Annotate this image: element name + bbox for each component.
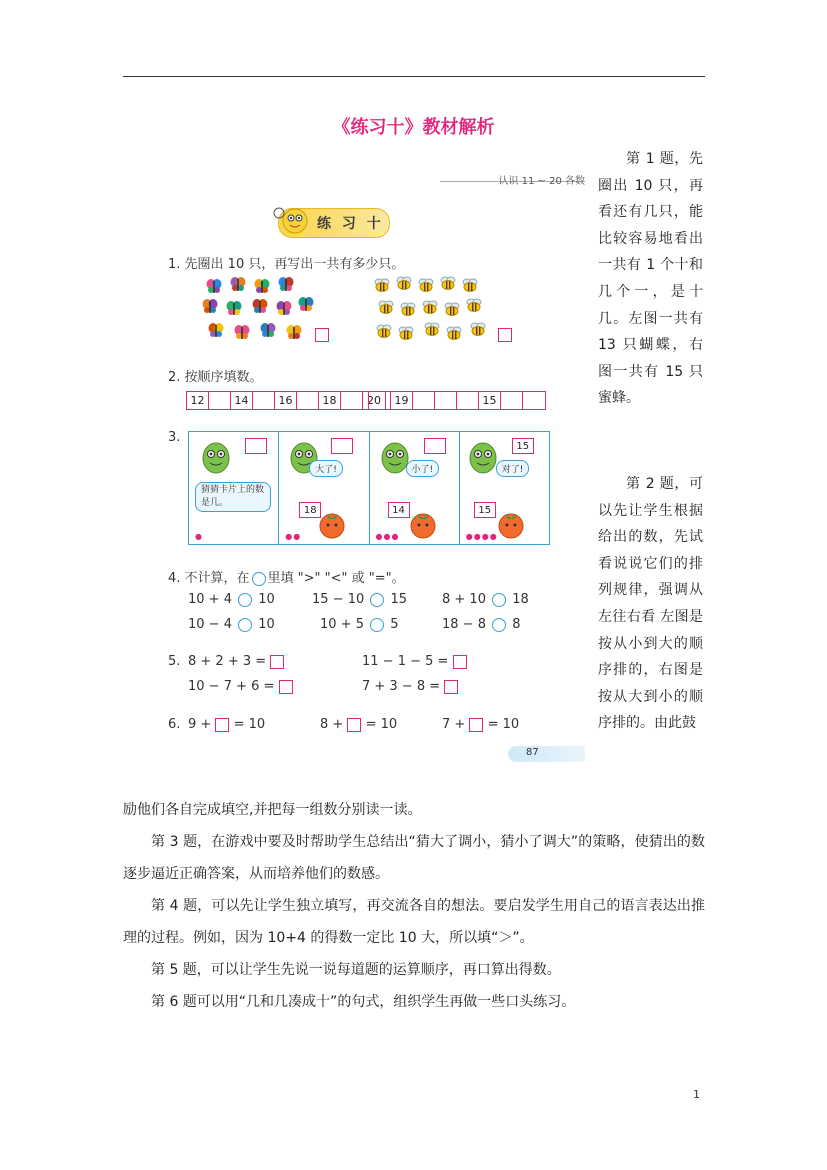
question-3-number: 3. — [168, 430, 181, 445]
bee-icon — [396, 276, 412, 290]
bee-icon — [444, 302, 460, 316]
textbook-header: 认识 11 ~ 20 各数 — [498, 176, 585, 187]
answer-box[interactable] — [215, 718, 229, 732]
calc-expr: 8 + 2 + 3 = — [188, 654, 267, 669]
seq-cell: 12 — [187, 392, 209, 409]
seq-cell[interactable] — [523, 392, 545, 409]
compare-circle[interactable] — [370, 618, 384, 632]
fill-left: 8 + — [320, 717, 344, 732]
guess-game-panel — [188, 431, 550, 545]
compare-item — [320, 617, 399, 632]
compare-circle[interactable] — [238, 618, 252, 632]
bee-icon — [398, 326, 414, 340]
compare-circle[interactable] — [492, 593, 506, 607]
seq-cell: 20 — [367, 394, 381, 407]
feedback-bubble: 大了! — [309, 460, 343, 477]
compare-item — [312, 592, 407, 607]
seq-cell[interactable] — [457, 392, 479, 409]
compare-item — [188, 617, 275, 632]
expr-left: 10 + 4 — [188, 592, 232, 607]
calc-item — [362, 654, 467, 669]
answer-box[interactable] — [279, 680, 293, 694]
bee-icon — [446, 326, 462, 340]
bee-icon — [376, 324, 392, 338]
bee-icon — [400, 302, 416, 316]
game-cell-1 — [189, 432, 279, 544]
calc-expr: 11 − 1 − 5 = — [362, 654, 449, 669]
bee-icon — [470, 322, 486, 336]
butterfly-icon — [286, 324, 302, 340]
butterfly-icon — [206, 278, 222, 294]
answer-box[interactable] — [469, 718, 483, 732]
bee-icon — [424, 322, 440, 336]
tomato-icon — [404, 508, 442, 540]
bee-icon — [440, 276, 456, 290]
seq-cell[interactable] — [501, 392, 523, 409]
expr-left: 15 − 10 — [312, 592, 365, 607]
bee-icon — [422, 300, 438, 314]
hint-bubble: 猜猜卡片上的数是几。 — [195, 482, 271, 512]
bee-icon — [462, 278, 478, 292]
page-number: 1 — [693, 1088, 700, 1101]
guess-card: 18 — [299, 502, 321, 518]
compare-circle[interactable] — [492, 618, 506, 632]
revealed-card: 15 — [512, 438, 534, 454]
mascot-icon — [273, 203, 309, 239]
calc-expr: 10 − 7 + 6 = — [188, 679, 275, 694]
game-cell-2 — [279, 432, 369, 544]
calc-item — [188, 654, 284, 669]
butterfly-group — [202, 276, 314, 346]
bee-icon — [378, 300, 394, 314]
expr-right: 18 — [512, 592, 529, 607]
answer-box[interactable] — [444, 680, 458, 694]
seq-cell: 14 — [231, 392, 253, 409]
expr-right: 8 — [512, 617, 521, 632]
bee-group — [374, 276, 494, 346]
expr-right: 10 — [258, 617, 275, 632]
question-1: 1. 先圈出 10 只，再写出一共有多少只。 — [168, 257, 405, 272]
question-2: 2. 按顺序填数。 — [168, 370, 263, 385]
seq-cell: 18 — [319, 392, 341, 409]
feedback-bubble: 对了! — [496, 460, 530, 477]
question-4 — [168, 567, 405, 586]
seq-cell: 19 — [391, 392, 413, 409]
butterfly-icon — [202, 298, 218, 314]
seq-cell[interactable] — [209, 392, 231, 409]
question-6-number: 6. — [168, 717, 181, 732]
tomato-icon — [313, 508, 351, 540]
answer-box[interactable] — [347, 718, 361, 732]
expr-left: 18 − 8 — [442, 617, 486, 632]
dot-count: ● — [195, 532, 203, 541]
textbook-figure — [160, 168, 585, 780]
compare-item — [442, 617, 521, 632]
butterfly-icon — [298, 296, 314, 312]
mystery-card[interactable] — [331, 438, 353, 454]
expr-left: 8 + 10 — [442, 592, 486, 607]
seq-cell[interactable] — [253, 392, 275, 409]
feedback-bubble: 小了! — [406, 460, 440, 477]
game-cell-3 — [370, 432, 460, 544]
side-paragraph-1 — [598, 146, 703, 412]
side-text-1: 第 1 题，先圈出 10 只，再看还有几只，能比较容易地看出一共有 1 个十和几个一，是十几。左图一共有 13 只蝴蝶，右图一共有 15 只蜜蜂。 — [598, 151, 703, 407]
sequence-row-2 — [368, 391, 546, 410]
compare-circle[interactable] — [370, 593, 384, 607]
seq-cell[interactable] — [413, 392, 435, 409]
guess-card: 15 — [474, 502, 496, 518]
expr-right: 10 — [258, 592, 275, 607]
dot-count: ●● — [285, 532, 302, 541]
seq-cell[interactable] — [341, 392, 363, 409]
bee-icon — [418, 278, 434, 292]
body-paragraph: 第 4 题，可以先让学生独立填写，再交流各自的想法。要启发学生用自己的语言表达出推理的过程。例如，因为 10+4 的得数一定比 10 大，所以填“＞”。 — [123, 898, 705, 946]
guess-card: 14 — [388, 502, 410, 518]
answer-box[interactable] — [453, 655, 467, 669]
fill-item — [442, 717, 519, 732]
butterfly-icon — [254, 278, 270, 294]
seq-cell[interactable] — [297, 392, 319, 409]
fill-right: = 10 — [365, 717, 398, 732]
bee-icon — [374, 278, 390, 292]
butterfly-icon — [278, 276, 294, 292]
dot-count: ●●●● — [465, 532, 498, 541]
seq-cell[interactable] — [369, 392, 391, 409]
circle-icon — [252, 572, 266, 586]
body-paragraphs — [123, 794, 705, 1018]
butterfly-icon — [276, 300, 292, 316]
lesson-title: 练 习 十 — [317, 216, 384, 232]
game-cell-4 — [460, 432, 549, 544]
textbook-page-number: 87 — [526, 747, 539, 758]
character-icon — [466, 436, 500, 476]
answer-box-bees[interactable] — [498, 328, 512, 342]
dot-count: ●●● — [375, 532, 400, 541]
butterfly-icon — [208, 322, 224, 338]
fill-item — [188, 717, 265, 732]
fill-right: = 10 — [233, 717, 266, 732]
side-paragraph-2 — [598, 471, 703, 737]
page-title: 《练习十》教材解析 — [332, 117, 495, 138]
sequence-row-1 — [186, 391, 386, 410]
fill-left: 9 + — [188, 717, 212, 732]
expr-right: 15 — [390, 592, 408, 607]
compare-item — [442, 592, 529, 607]
header-rule — [123, 76, 705, 77]
butterfly-icon — [226, 300, 242, 316]
body-paragraph: 第 5 题，可以让学生先说一说每道题的运算顺序，再口算出得数。 — [151, 962, 561, 978]
butterfly-icon — [260, 322, 276, 338]
fill-left: 7 + — [442, 717, 466, 732]
butterfly-icon — [234, 324, 250, 340]
expr-right: 5 — [390, 617, 399, 632]
lesson-banner — [278, 208, 390, 238]
answer-box[interactable] — [270, 655, 284, 669]
compare-item — [188, 592, 275, 607]
fill-item — [320, 717, 397, 732]
calc-item — [188, 679, 293, 694]
calc-expr: 7 + 3 − 8 = — [362, 679, 441, 694]
answer-box-butterflies[interactable] — [315, 328, 329, 342]
body-paragraph: 第 6 题可以用“几和几凑成十”的句式，组织学生再做一些口头练习。 — [151, 994, 576, 1010]
compare-circle[interactable] — [238, 593, 252, 607]
seq-cell: 16 — [275, 392, 297, 409]
side-text-2: 第 2 题，可以先让学生根据给出的数，先试看说说它们的排列规律，强调从左往右看 左图是按从小到大的顺序排的，右图是按从大到小的顺序排的。由此鼓 — [598, 476, 703, 732]
seq-cell[interactable] — [435, 392, 457, 409]
seq-cell: 15 — [479, 392, 501, 409]
body-paragraph: 第 3 题，在游戏中要及时帮助学生总结出“猜大了调小，猜小了调大”的策略，使猜出的数逐步逼近正确答案，从而培养他们的数感。 — [123, 834, 705, 882]
expr-left: 10 − 4 — [188, 617, 232, 632]
question-4-prefix: 4. 不计算，在 — [168, 571, 250, 586]
question-4-suffix: 里填 ">" "<" 或 "="。 — [267, 571, 405, 586]
calc-item — [362, 679, 458, 694]
expr-left: 10 + 5 — [320, 617, 364, 632]
textbook-page-badge — [508, 746, 585, 762]
fill-right: = 10 — [487, 717, 520, 732]
mystery-card[interactable] — [424, 438, 446, 454]
mystery-card[interactable] — [245, 438, 267, 454]
character-icon — [199, 436, 233, 476]
bee-icon — [466, 298, 482, 312]
body-paragraph: 励他们各自完成填空,并把每一组数分别读一读。 — [123, 802, 422, 818]
butterfly-icon — [230, 276, 246, 292]
butterfly-icon — [252, 298, 268, 314]
question-5-number: 5. — [168, 654, 181, 669]
